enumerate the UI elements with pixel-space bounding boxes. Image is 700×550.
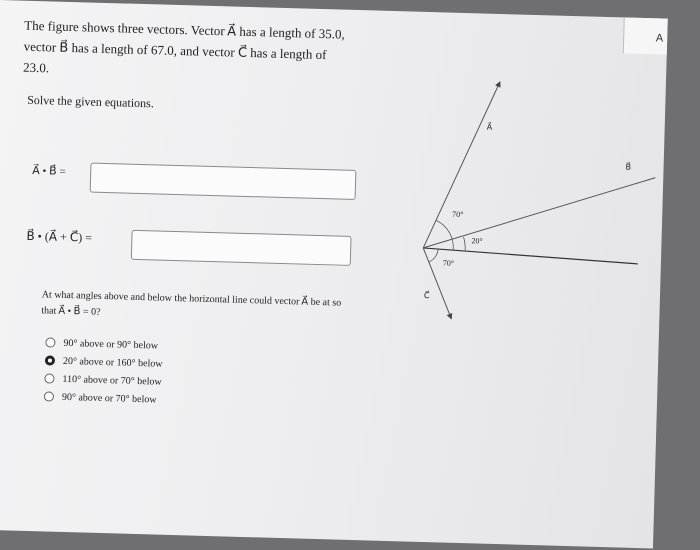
vector-c-label: C⃗ — [423, 290, 430, 301]
angle-arc-c — [429, 249, 438, 262]
equation-2-answer-input[interactable] — [131, 230, 352, 266]
equation-1-answer-input[interactable] — [90, 163, 357, 200]
angle-label-c: 70° — [442, 258, 455, 268]
instruction-text: Solve the given equations. — [27, 92, 155, 111]
problem-intro: The figure shows three vectors. Vector A⃗ has a length of 35.0, vector B⃗ has a length of 67.0, and vector C⃗ has a length of 23.0. — [22, 17, 345, 76]
vector-diagram — [411, 72, 658, 339]
equation-2-label: B⃗ • (A⃗ + C⃗) = — [26, 228, 93, 245]
vector-a-label: A⃗ — [486, 122, 493, 132]
option-4-label[interactable]: 90° above or 70° below — [61, 391, 157, 406]
vector-b-label: B⃗ — [625, 162, 632, 172]
angle-arc-a — [435, 220, 454, 249]
option-4[interactable] — [44, 387, 162, 408]
option-4-radio[interactable] — [44, 391, 54, 401]
horizontal-line — [423, 248, 638, 264]
option-2-radio[interactable] — [45, 355, 55, 365]
option-3-label[interactable]: 110° above or 70° below — [62, 373, 162, 388]
answer-options — [44, 333, 164, 408]
equation-1-label: A⃗ • B⃗ = — [32, 164, 66, 178]
vector-a-arrow — [423, 80, 500, 250]
angle-arc-b — [463, 237, 465, 251]
corner-tab[interactable]: A — [623, 17, 668, 54]
option-1-label[interactable]: 90° above or 90° below — [63, 337, 159, 352]
angle-label-a: 70° — [452, 209, 464, 220]
option-2-label[interactable]: 20° above or 160° below — [62, 355, 163, 370]
option-3-radio[interactable] — [44, 373, 54, 383]
angle-label-b: 20° — [471, 236, 483, 246]
option-1-radio[interactable] — [45, 337, 55, 347]
angle-question: At what angles above and below the horizontal line could vector A⃗ be at so that A⃗ • B⃗ = 0? — [41, 289, 342, 318]
